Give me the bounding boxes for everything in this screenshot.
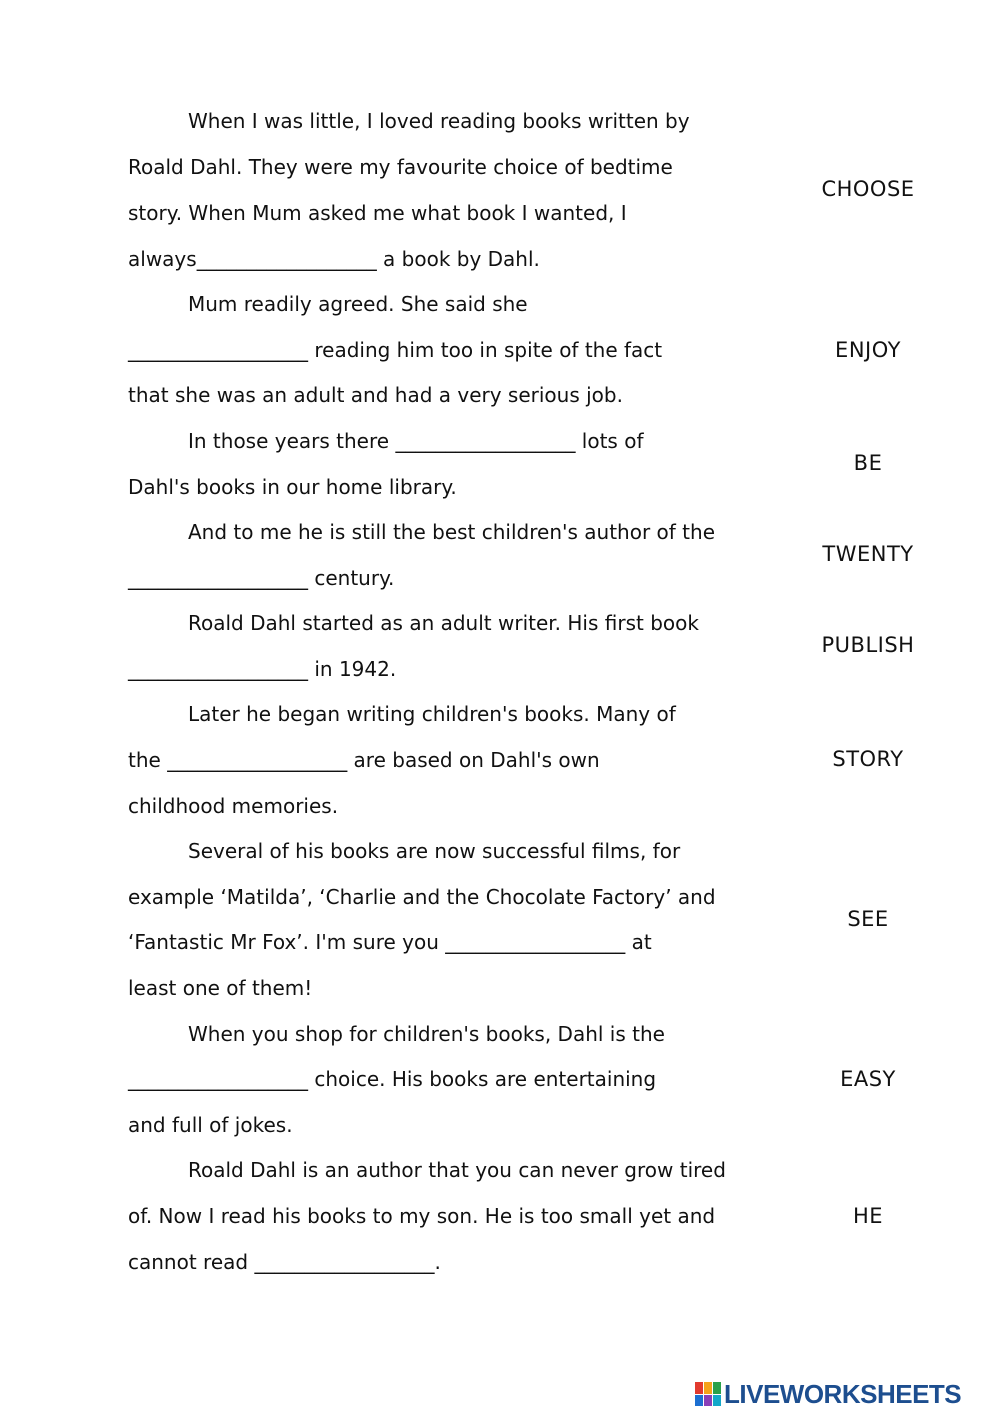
logo-cell bbox=[713, 1382, 721, 1394]
text-line-12 bbox=[188, 610, 828, 636]
word-enjoy: ENJOY bbox=[835, 338, 901, 362]
line-text: Roald Dahl started as an adult writer. His first book bbox=[188, 611, 699, 635]
word-story: STORY bbox=[832, 747, 904, 771]
answer-blank-8[interactable]: __________________ bbox=[128, 1067, 308, 1091]
logo-cell bbox=[695, 1395, 703, 1407]
text-line-15 bbox=[128, 747, 768, 773]
word-be: BE bbox=[853, 451, 883, 475]
text-line-13 bbox=[128, 656, 768, 682]
text-line-20 bbox=[128, 975, 768, 1001]
answer-blank-2[interactable]: __________________ bbox=[128, 338, 308, 362]
line-text: choice. His books are entertaining bbox=[308, 1067, 657, 1091]
text-line-11 bbox=[128, 565, 768, 591]
line-text: cannot read bbox=[128, 1250, 255, 1274]
line-text: the bbox=[128, 748, 168, 772]
logo-cell bbox=[695, 1382, 703, 1394]
text-line-2 bbox=[128, 154, 768, 180]
line-text: and full of jokes. bbox=[128, 1113, 293, 1137]
text-line-18 bbox=[128, 884, 768, 910]
answer-blank-4[interactable]: __________________ bbox=[128, 566, 308, 590]
line-text: Dahl's books in our home library. bbox=[128, 475, 457, 499]
line-text: reading him too in spite of the fact bbox=[308, 338, 663, 362]
line-text: And to me he is still the best children's author of the bbox=[188, 520, 715, 544]
text-line-7 bbox=[128, 382, 768, 408]
text-line-25 bbox=[128, 1203, 768, 1229]
line-text: When you shop for children's books, Dahl is the bbox=[188, 1022, 665, 1046]
line-text: century. bbox=[308, 566, 395, 590]
text-line-19 bbox=[128, 929, 768, 955]
logo-cell bbox=[704, 1395, 712, 1407]
line-text: least one of them! bbox=[128, 976, 313, 1000]
line-text: of. Now I read his books to my son. He is too small yet and bbox=[128, 1204, 716, 1228]
line-text: childhood memories. bbox=[128, 794, 339, 818]
text-line-10 bbox=[188, 519, 828, 545]
text-line-26 bbox=[128, 1249, 768, 1275]
line-text: always bbox=[128, 247, 197, 271]
line-text: a book by Dahl. bbox=[376, 247, 540, 271]
line-text: . bbox=[434, 1250, 441, 1274]
line-text: In those years there bbox=[188, 429, 396, 453]
text-line-5 bbox=[188, 291, 828, 317]
word-see: SEE bbox=[847, 907, 889, 931]
word-choose: CHOOSE bbox=[821, 177, 915, 201]
line-text: ‘Fantastic Mr Fox’. I'm sure you bbox=[128, 930, 446, 954]
text-line-24 bbox=[188, 1157, 828, 1183]
line-text: lots of bbox=[575, 429, 644, 453]
answer-blank-7[interactable]: __________________ bbox=[445, 930, 626, 954]
logo-grid-icon bbox=[695, 1382, 721, 1406]
logo-cell bbox=[704, 1382, 712, 1394]
line-text: Later he began writing children's books. Many of bbox=[188, 702, 676, 726]
text-line-14 bbox=[188, 701, 828, 727]
line-text: Mum readily agreed. She said she bbox=[188, 292, 528, 316]
word-twenty: TWENTY bbox=[822, 542, 914, 566]
answer-blank-6[interactable]: __________________ bbox=[167, 748, 348, 772]
logo-text: LIVEWORKSHEETS bbox=[724, 1378, 962, 1409]
line-text: at bbox=[625, 930, 652, 954]
text-line-9 bbox=[128, 474, 768, 500]
text-line-8 bbox=[188, 428, 828, 454]
answer-blank-1[interactable]: __________________ bbox=[196, 247, 377, 271]
line-text: are based on Dahl's own bbox=[347, 748, 600, 772]
line-text: When I was little, I loved reading books written by bbox=[188, 109, 690, 133]
text-line-23 bbox=[128, 1112, 768, 1138]
word-easy: EASY bbox=[840, 1067, 896, 1091]
line-text: story. When Mum asked me what book I wanted, I bbox=[128, 201, 627, 225]
line-text: that she was an adult and had a very serious job. bbox=[128, 383, 623, 407]
text-line-3 bbox=[128, 200, 768, 226]
answer-blank-5[interactable]: __________________ bbox=[128, 657, 308, 681]
word-he: HE bbox=[852, 1204, 884, 1228]
line-text: in 1942. bbox=[308, 657, 397, 681]
line-text: example ‘Matilda’, ‘Charlie and the Chocolate Factory’ and bbox=[128, 885, 716, 909]
answer-blank-9[interactable]: __________________ bbox=[254, 1250, 435, 1274]
text-line-1 bbox=[188, 108, 828, 134]
text-line-21 bbox=[188, 1021, 828, 1047]
line-text: Several of his books are now successful films, for bbox=[188, 839, 681, 863]
text-line-6 bbox=[128, 337, 768, 363]
text-line-4 bbox=[128, 246, 768, 272]
liveworksheets-logo bbox=[695, 1378, 995, 1410]
text-line-22 bbox=[128, 1066, 768, 1092]
line-text: Roald Dahl. They were my favourite choice of bedtime bbox=[128, 155, 673, 179]
logo-cell bbox=[713, 1395, 721, 1407]
answer-blank-3[interactable]: __________________ bbox=[395, 429, 576, 453]
line-text: Roald Dahl is an author that you can never grow tired bbox=[188, 1158, 726, 1182]
text-line-16 bbox=[128, 793, 768, 819]
word-publish: PUBLISH bbox=[821, 633, 915, 657]
text-line-17 bbox=[188, 838, 828, 864]
